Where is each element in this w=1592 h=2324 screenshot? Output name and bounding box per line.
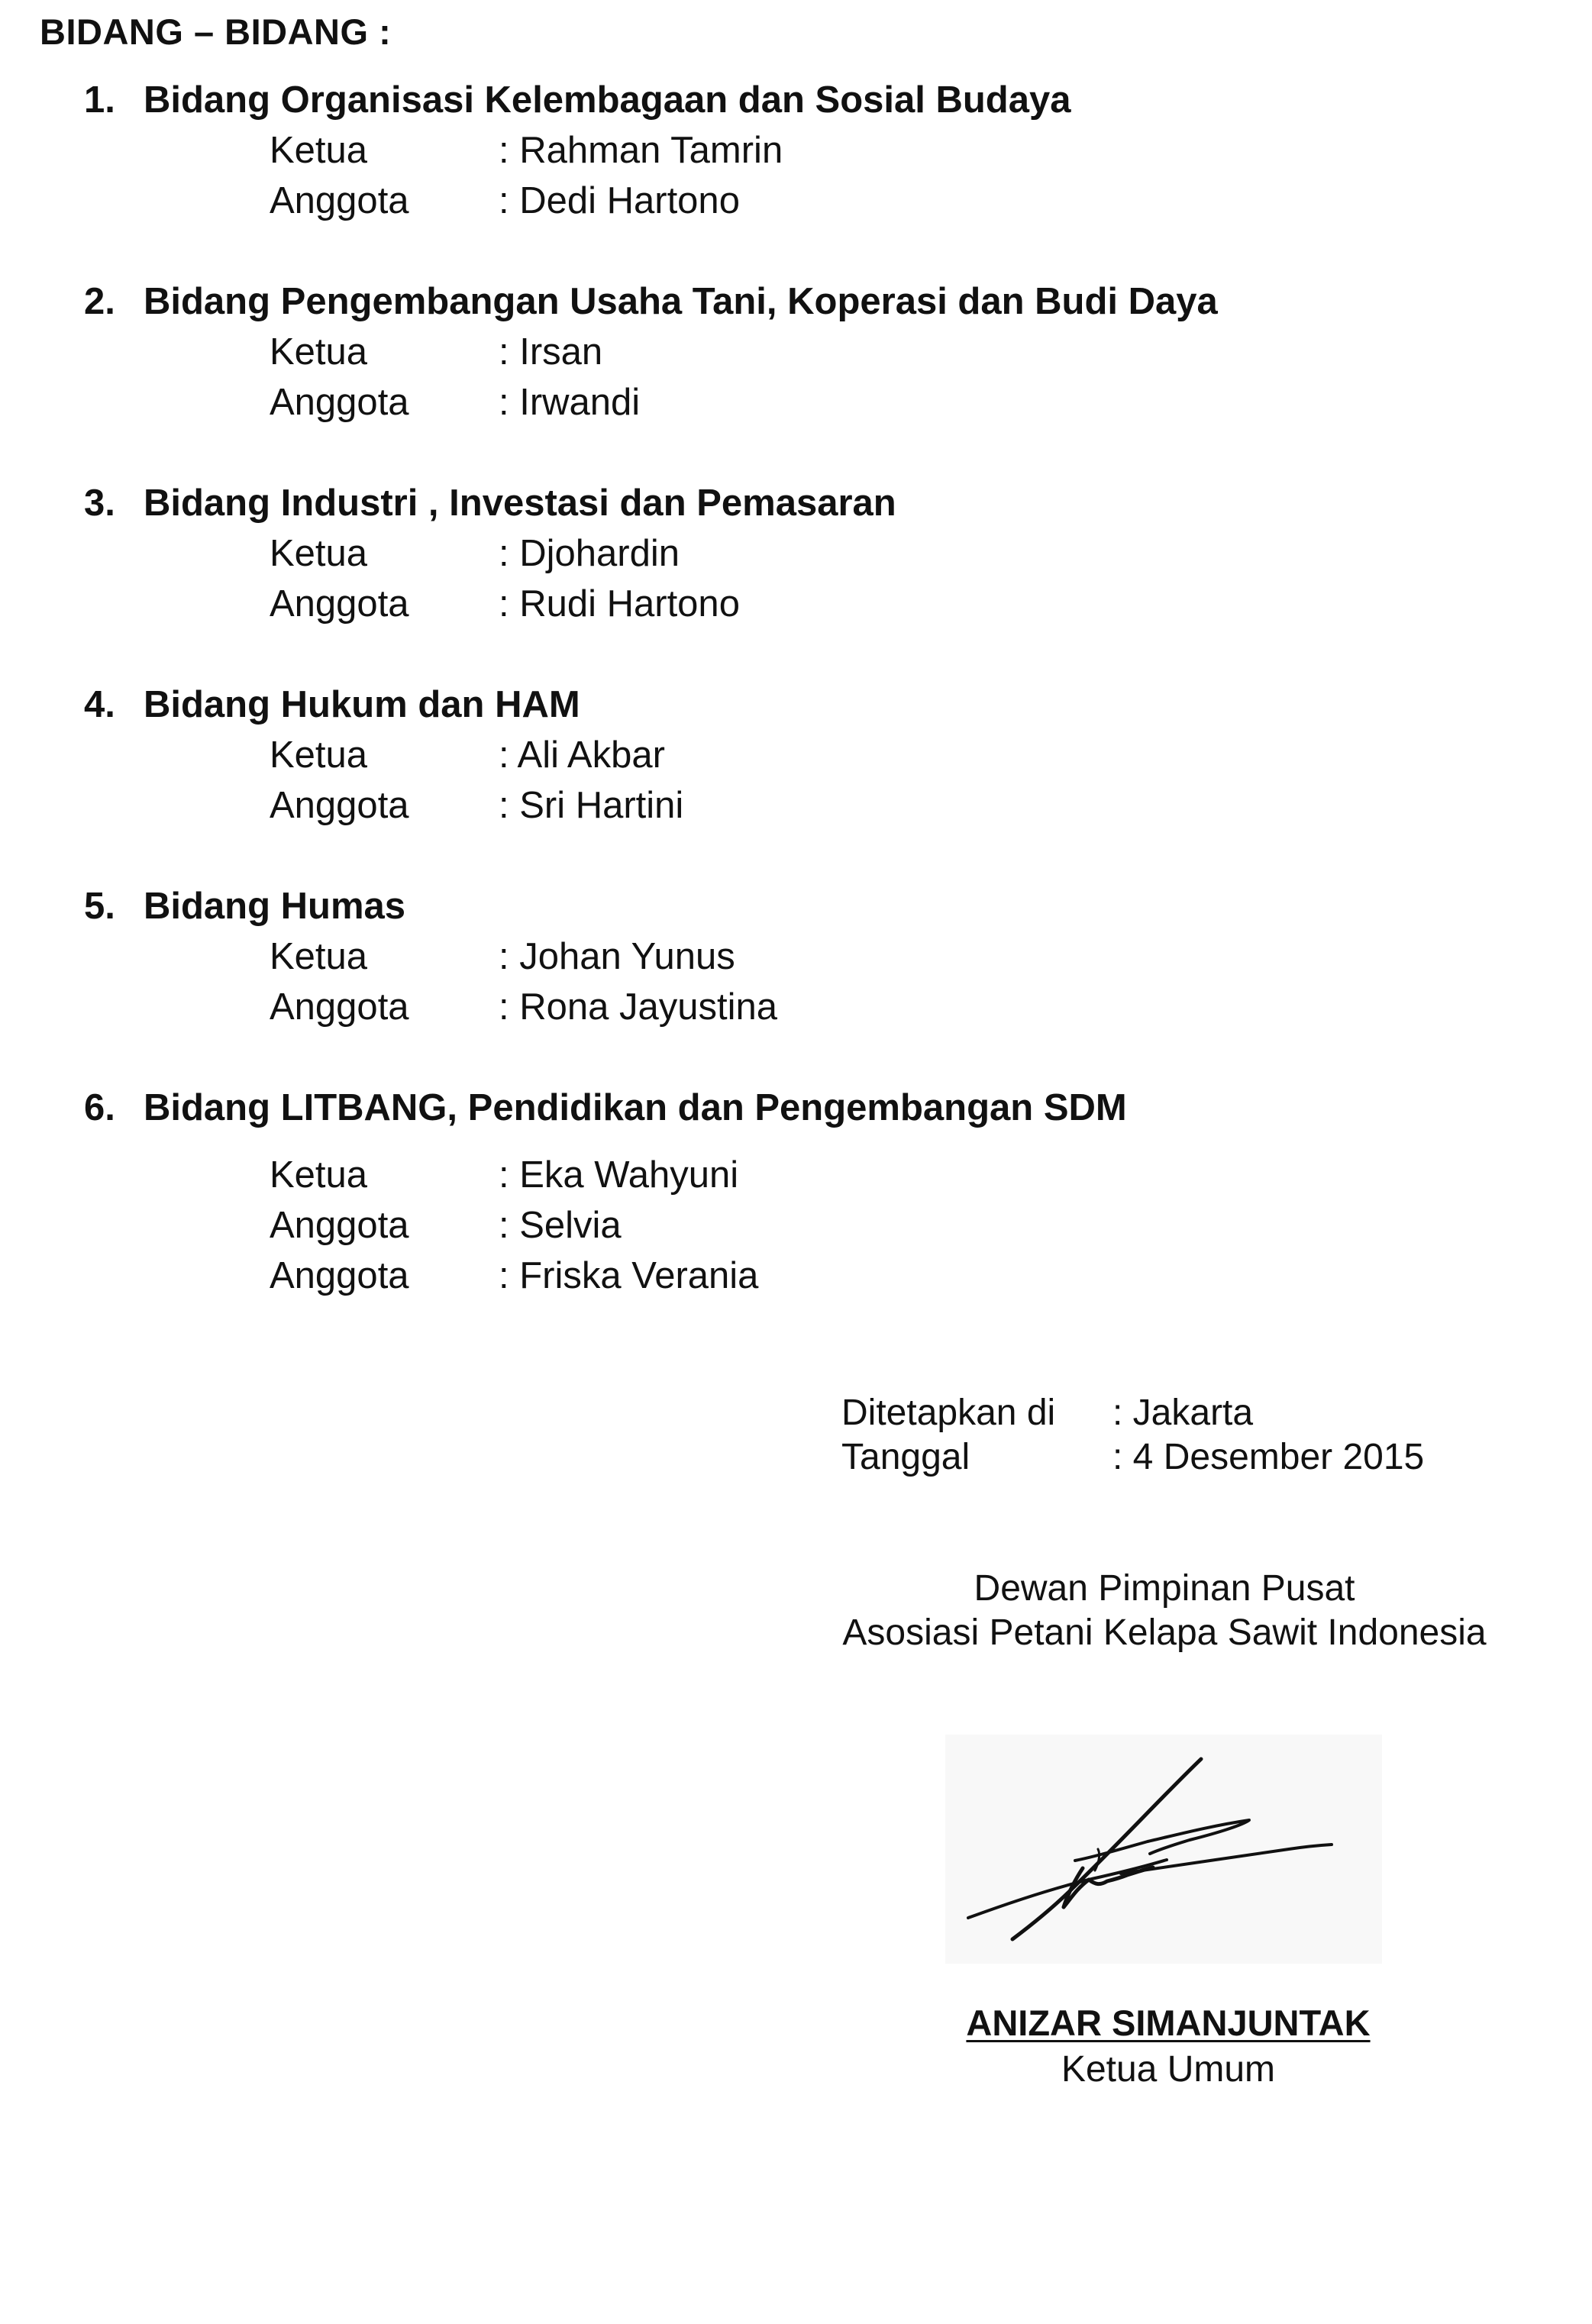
member-name: : Rona Jayustina — [499, 986, 777, 1028]
section-number: 3. — [84, 483, 115, 524]
section-4 — [84, 679, 1458, 831]
member-role: Ketua — [270, 936, 368, 977]
member-row — [84, 780, 1458, 831]
member-row — [84, 528, 1458, 579]
section-title — [84, 75, 1458, 125]
section-number: 4. — [84, 684, 115, 725]
spacer — [84, 1133, 1458, 1150]
member-row — [84, 327, 1458, 377]
member-role: Anggota — [270, 1205, 409, 1246]
signature-image — [945, 1735, 1382, 1964]
member-role: Anggota — [270, 583, 409, 625]
member-name: : Sri Hartini — [499, 785, 684, 826]
member-name: : Irsan — [499, 331, 603, 373]
member-row — [84, 377, 1458, 428]
member-row — [84, 982, 1458, 1032]
section-title — [84, 679, 1458, 730]
signature-icon — [945, 1735, 1382, 1964]
member-role: Ketua — [270, 734, 368, 776]
section-title-text: Bidang Organisasi Kelembagaan dan Sosial Budaya — [144, 79, 1071, 121]
section-title — [84, 881, 1458, 931]
section-number: 2. — [84, 281, 115, 322]
member-role: Anggota — [270, 1255, 409, 1296]
member-row — [84, 730, 1458, 780]
signer-name: ANIZAR SIMANJUNTAK — [966, 2003, 1371, 2043]
member-name: : Rahman Tamrin — [499, 130, 783, 171]
member-name: : Eka Wahyuni — [499, 1154, 739, 1196]
member-row — [84, 579, 1458, 629]
member-role: Ketua — [270, 1154, 368, 1196]
section-title-text: Bidang LITBANG, Pendidikan dan Pengembangan SDM — [144, 1087, 1127, 1128]
signer-title: Ketua Umum — [1061, 2049, 1276, 2090]
member-name: : Ali Akbar — [499, 734, 665, 776]
member-name: : Dedi Hartono — [499, 180, 740, 221]
section-title-text: Bidang Industri , Investasi dan Pemasaran — [144, 483, 896, 524]
member-role: Anggota — [270, 382, 409, 423]
member-name: : Selvia — [499, 1205, 622, 1246]
member-row — [84, 125, 1458, 176]
document-heading: BIDANG – BIDANG : — [40, 11, 392, 52]
member-name: : Johan Yunus — [499, 936, 735, 977]
member-role: Anggota — [270, 785, 409, 826]
member-row — [84, 1150, 1458, 1200]
section-1 — [84, 75, 1458, 226]
date-value: : 4 Desember 2015 — [1112, 1437, 1425, 1477]
section-title-text: Bidang Hukum dan HAM — [144, 684, 580, 725]
member-row — [84, 1251, 1458, 1301]
member-role: Ketua — [270, 533, 368, 574]
member-row — [84, 931, 1458, 982]
member-name: : Rudi Hartono — [499, 583, 740, 625]
member-role: Anggota — [270, 180, 409, 221]
member-name: : Djohardin — [499, 533, 680, 574]
date-label: Tanggal — [841, 1437, 970, 1477]
organization-line-1: Dewan Pimpinan Pusat — [974, 1568, 1355, 1609]
section-3 — [84, 478, 1458, 629]
section-title — [84, 276, 1458, 327]
section-number: 6. — [84, 1087, 115, 1128]
member-role: Ketua — [270, 130, 368, 171]
member-row — [84, 1200, 1458, 1251]
section-number: 5. — [84, 886, 115, 927]
member-role: Anggota — [270, 986, 409, 1028]
member-row — [84, 176, 1458, 226]
member-role: Ketua — [270, 331, 368, 373]
section-number: 1. — [84, 79, 115, 121]
place-value: : Jakarta — [1112, 1393, 1254, 1433]
section-title — [84, 1083, 1458, 1133]
section-title-text: Bidang Pengembangan Usaha Tani, Koperasi dan Budi Daya — [144, 281, 1218, 322]
member-name: : Irwandi — [499, 382, 641, 423]
section-title — [84, 478, 1458, 528]
section-6 — [84, 1083, 1458, 1301]
organization-line-2: Asosiasi Petani Kelapa Sawit Indonesia — [842, 1612, 1487, 1653]
section-title-text: Bidang Humas — [144, 886, 406, 927]
place-label: Ditetapkan di — [841, 1393, 1056, 1433]
section-5 — [84, 881, 1458, 1032]
member-name: : Friska Verania — [499, 1255, 759, 1296]
section-2 — [84, 276, 1458, 428]
